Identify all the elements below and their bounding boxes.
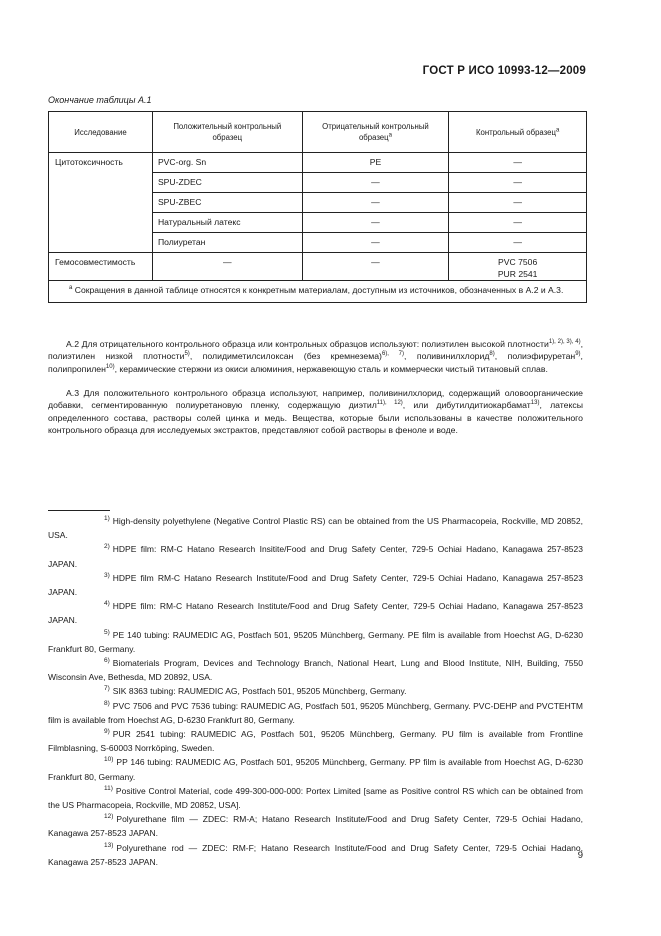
header-positive: Положительный контрольный образец <box>152 112 302 153</box>
positive-cell: Полиуретан <box>152 233 302 253</box>
table-header-row <box>49 112 587 153</box>
table-row <box>49 153 587 173</box>
control-cell: — <box>449 193 587 213</box>
footnote-item: 10) PP 146 tubing: RAUMEDIC AG, Postfach 501, 95205 Münchberg, Germany. PP film is available from Hoechst AG, D-6230 Frankfurt 80, Germany. <box>48 756 583 782</box>
footnote-item: 8) PVC 7506 and PVC 7536 tubing: RAUMEDIC AG, Postfach 501, 95205 Münchberg, Germany. PVC-DEHP and PVCTEHTM film is available from Hoechst AG, D-6230 Frankfurt 80, Germany. <box>48 699 583 725</box>
footnote-item: 3) HDPE film RM-C Hatano Research Institute/Food and Drug Safety Center, 729-5 Ochiai Hadano, Kanagawa 257-8523 JAPAN. <box>48 571 583 598</box>
negative-cell: — <box>302 193 449 213</box>
negative-cell: — <box>302 253 449 281</box>
paragraph-a2: А.2 Для отрицательного контрольного образца или контрольных образцов используют: полиэтилен высокой плотности$^{1), 2), 3), 4)}$, полиэтилен низкой плотности$^{5)}$, полидиметилсилоксан (без кремнезема)$^{6), 7)}$, поливинилхлорид$^{8)}$, полиэфируретан$^{9)}$, полипропилен$^{10)}$, керамические стержни из окиси алюминия, нержавеющую сталь и коммерчески чистый титановый сплав. <box>48 339 583 374</box>
footnote-item: 1) High-density polyethylene (Negative Control Plastic RS) can be obtained from the US Pharmacopeia, Rockville, MD 20852, USA. <box>48 515 583 541</box>
negative-cell: — <box>302 233 449 253</box>
negative-cell: — <box>302 173 449 193</box>
positive-cell: Натуральный латекс <box>152 213 302 233</box>
footnote-item: 7) SIK 8363 tubing: RAUMEDIC AG, Postfach 501, 95205 Münchberg, Germany. <box>104 685 407 697</box>
footnote-item: 12) Polyurethane film — ZDEC: RM-A; Hatano Research Institute/Food and Drug Safety Center, 729-5 Ochiai Hadano, Kanagawa 257-8523 JAPAN. <box>48 813 583 839</box>
negative-cell: — <box>302 213 449 233</box>
control-cell: PVC 7506 PUR 2541 <box>449 253 587 281</box>
footnotes <box>48 514 583 869</box>
materials-table <box>48 111 587 303</box>
page-number: 9 <box>577 850 583 861</box>
control-cell: — <box>449 233 587 253</box>
footnote-item: 11) Positive Control Material, code 499-300-000-000: Portex Limited [same as Positive control RS which can be obtained from the US Pharmacopeia, Rockville, MD 20852, USA]. <box>48 784 583 811</box>
positive-cell: — <box>152 253 302 281</box>
table-row <box>49 253 587 281</box>
positive-cell: PVC-org. Sn <box>152 153 302 173</box>
table-caption: Окончание таблицы А.1 <box>48 95 152 105</box>
table-footnote: $^а$ Сокращения в данной таблице относятся к конкретным материалам, доступным из источников, обозначенных в А.2 и А.3. <box>49 281 587 303</box>
control-cell: — <box>449 213 587 233</box>
footnote-separator <box>48 510 110 511</box>
study-cytotoxicity: Цитотоксичность <box>49 153 153 253</box>
control-cell: — <box>449 173 587 193</box>
footnote-item: 9) PUR 2541 tubing: RAUMEDIC AG, Postfach 501, 95205 Münchberg, Germany. PU film is available from Frontline Filmblasning, S-60003 Norrköping, Sweden. <box>48 728 583 754</box>
document-header: ГОСТ Р ИСО 10993-12—2009 <box>422 65 586 77</box>
footnote-item: 5) PE 140 tubing: RAUMEDIC AG, Postfach 501, 95205 Münchberg, Germany. PE film is available from Hoechst AG, D-6230 Frankfurt 80, Germany. <box>48 628 583 654</box>
footnote-item: 6) Biomaterials Program, Devices and Technology Branch, National Heart, Lung and Blood Institute, NIH, Building, 7550 Wisconsin Ave, Bethesda, MD 20892, USA. <box>48 657 583 683</box>
negative-cell: PE <box>302 153 449 173</box>
paragraph-a3: А.3 Для положительного контрольного образца используют, например, поливинилхлорид, содержащий оловоорганические добавки, сегментированную полиуретановую пленку, содержащую диэтил$^{11), 12)}$, или дибутилдитиокарбамат$^{13)}$, латексы определенного состава, растворы солей цинка и медь. Вещества, которые были использованы в качестве положительного контрольного образца для исследуемых экстрактов, представляют собой растворы в феноле и воде. <box>48 388 583 436</box>
positive-cell: SPU-ZDEC <box>152 173 302 193</box>
header-study: Исследование <box>49 112 153 153</box>
study-hemocompatibility: Гемосовместимость <box>49 253 153 281</box>
footnote-item: 2) HDPE film: RM-C Hatano Research Insitite/Food and Drug Safety Center, 729-5 Ochiai Hadano, Kanagawa 257-8523 JAPAN. <box>48 543 583 569</box>
footnote-item: 4) HDPE film: RM-C Hatano Research Institute/Food and Drug Safety Center, 729-5 Ochiai Hadano, Kanagawa 257-8523 JAPAN. <box>48 600 583 626</box>
header-negative: Отрицательный контрольный образец$^a$ <box>302 112 449 153</box>
table-footnote-row <box>49 281 587 303</box>
header-control: Контрольный образец$^a$ <box>449 112 587 153</box>
positive-cell: SPU-ZBEC <box>152 193 302 213</box>
footnote-item: 13) Polyurethane rod — ZDEC: RM-F; Hatano Research Institute/Food and Drug Safety Center, 729-5 Ochiai Hadano, Kanagawa 257-8523 JAPAN. <box>48 841 583 867</box>
control-cell: — <box>449 153 587 173</box>
